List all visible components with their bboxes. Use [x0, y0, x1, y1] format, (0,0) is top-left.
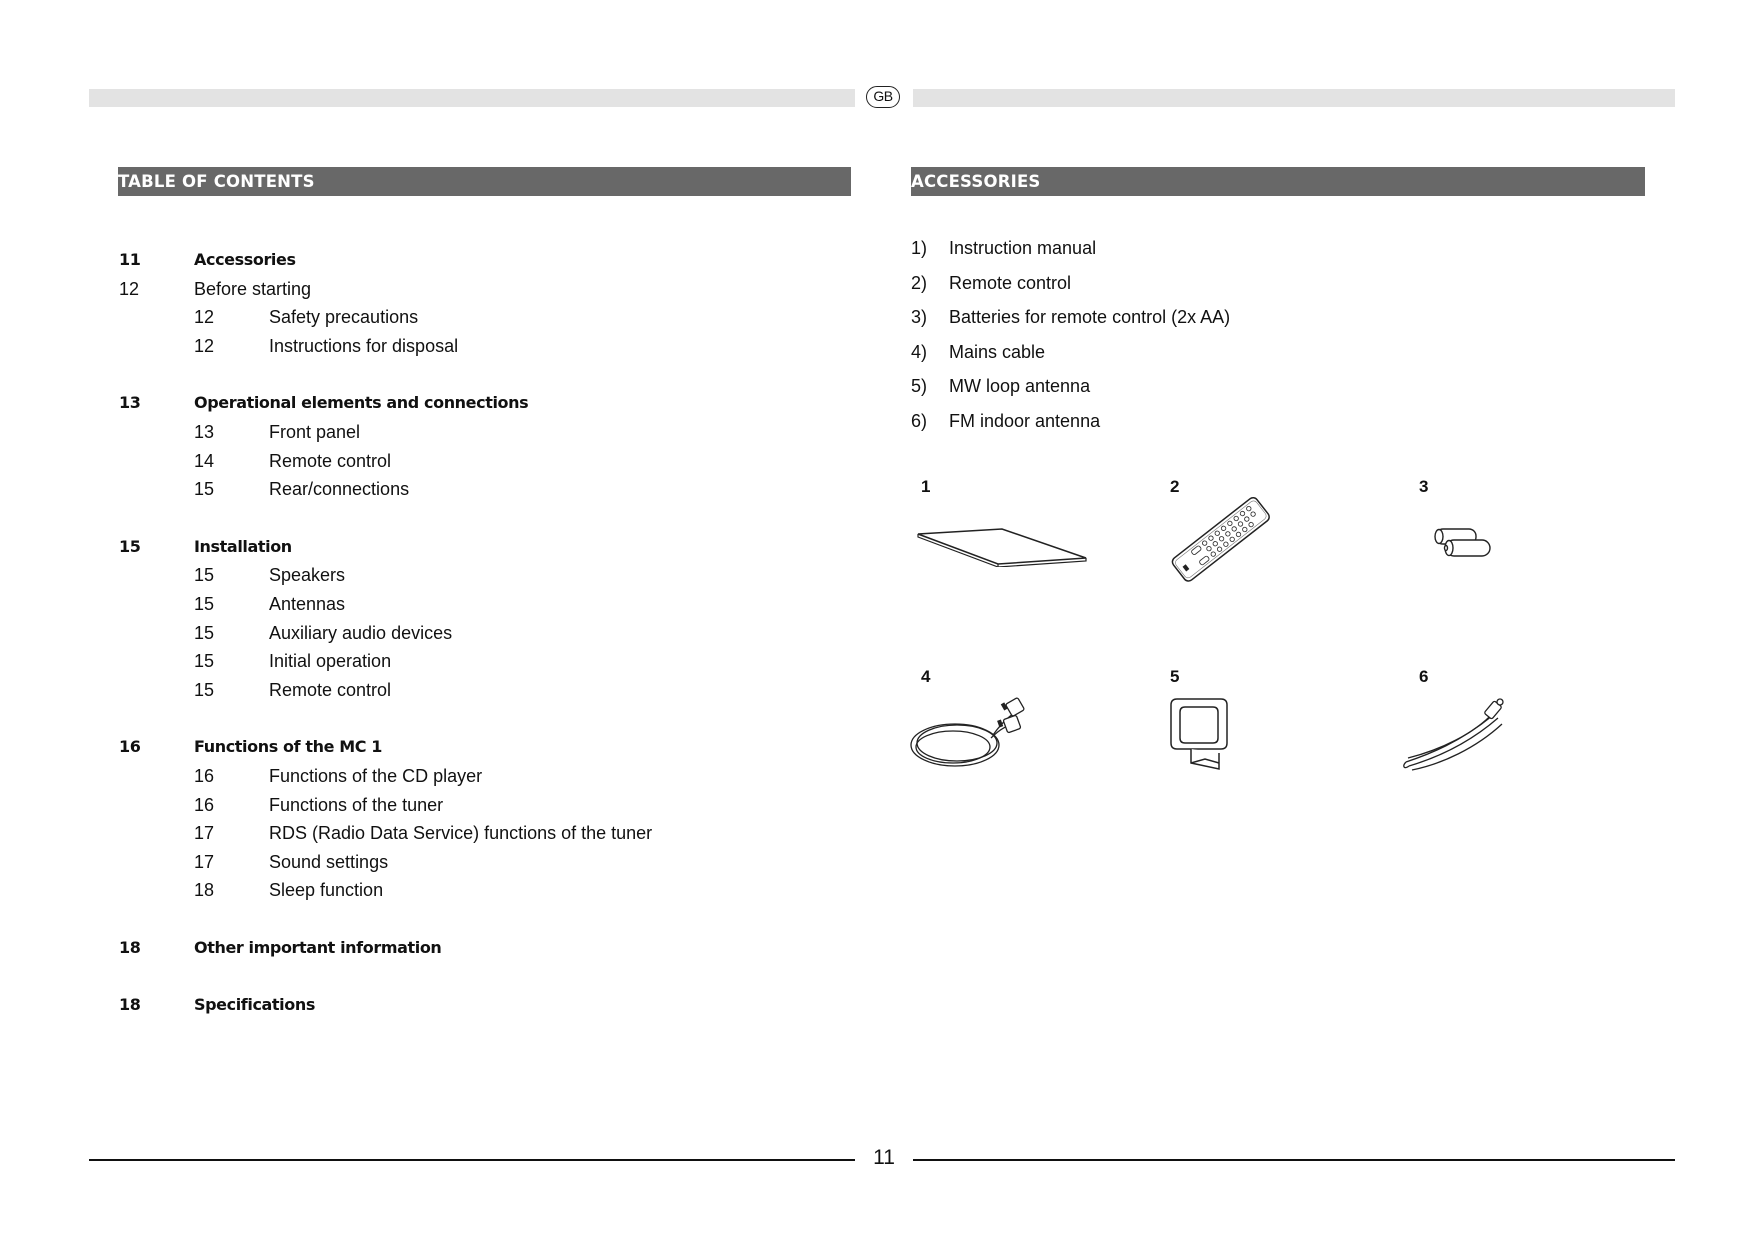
accessory-label: MW loop antenna [949, 376, 1091, 397]
toc-entry-title: Front panel [269, 421, 361, 442]
accessory-label: Instruction manual [949, 238, 1097, 258]
toc-group [119, 248, 839, 362]
toc-page-number: 16 [194, 765, 215, 786]
accessory-label: Batteries for remote control (2x AA) [949, 307, 1231, 328]
toc-entry-title: Accessories [194, 250, 296, 269]
toc-page-number: 18 [119, 995, 141, 1015]
toc-subentry [119, 592, 839, 621]
toc-page-number: 17 [194, 851, 215, 872]
accessories-heading: ACCESSORIES [911, 167, 1645, 196]
accessory-number: 1) [911, 238, 928, 258]
header-bar-left [89, 89, 855, 107]
toc-entry-title: Remote control [269, 450, 392, 471]
toc-entry [119, 535, 839, 564]
toc-entry-title: Rear/connections [269, 479, 410, 500]
toc-page-number: 15 [194, 565, 215, 586]
toc-entry-title: Sleep function [269, 880, 384, 901]
toc-entry [119, 735, 839, 764]
toc-page-number: 13 [119, 393, 141, 413]
mw-loop-antenna-icon [1165, 693, 1235, 775]
toc-entry-title: Before starting [194, 278, 312, 299]
toc-entry [119, 993, 839, 1022]
page-number: 11 [873, 1146, 895, 1169]
accessory-number: 3) [911, 307, 928, 328]
footer-rule-left [89, 1159, 855, 1161]
toc-group [119, 735, 839, 907]
toc-subentry [119, 764, 839, 793]
toc-page-number: 12 [119, 278, 140, 299]
accessory-number: 4) [911, 341, 928, 362]
toc-entry-title: Safety precautions [269, 307, 419, 328]
toc-entry-title: Other important information [194, 937, 442, 957]
toc-subentry [119, 334, 839, 363]
toc-entry [119, 936, 839, 965]
accessory-label: Mains cable [949, 341, 1046, 362]
toc-subentry [119, 420, 839, 449]
toc-group [119, 936, 839, 965]
footer-rule-right [913, 1159, 1675, 1161]
toc-subentry [119, 850, 839, 879]
header-bar-right [913, 89, 1675, 107]
toc-page-number: 12 [194, 335, 215, 356]
toc-entry-title: Functions of the CD player [269, 765, 483, 786]
accessory-label: FM indoor antenna [949, 410, 1101, 431]
toc-entry-title: Auxiliary audio devices [269, 622, 453, 643]
figure-label-1: 1 [921, 477, 931, 496]
toc-page-number: 13 [194, 421, 215, 442]
batteries-icon [1430, 525, 1500, 561]
toc-entry-title: Remote control [269, 679, 392, 700]
toc-subentry [119, 449, 839, 478]
toc-group [119, 993, 839, 1022]
mains-cable-icon [905, 690, 1030, 775]
toc-entry-title: Specifications [194, 995, 315, 1015]
toc-entry-title: Antennas [269, 593, 346, 614]
toc-entry-title: Initial operation [269, 651, 392, 672]
accessory-number: 5) [911, 376, 928, 397]
remote-control-icon [1160, 490, 1280, 590]
figure-label-3: 3 [1419, 477, 1429, 496]
toc-page-number: 18 [119, 937, 141, 957]
toc-entry [119, 391, 839, 420]
language-badge: GB [866, 86, 900, 108]
toc-entry-title: Sound settings [269, 851, 389, 872]
toc-page-number: 17 [194, 823, 215, 844]
toc-entry-title: Installation [194, 536, 292, 556]
toc-group [119, 391, 839, 505]
accessory-label: Remote control [949, 272, 1072, 293]
toc-entry [119, 248, 839, 277]
toc-entry [119, 277, 839, 306]
toc-subentry [119, 563, 839, 592]
fm-indoor-antenna-icon [1400, 692, 1510, 774]
toc-page-number: 16 [119, 737, 141, 757]
table-of-contents [119, 248, 839, 1051]
figure-label-2: 2 [1170, 477, 1180, 496]
toc-page-number: 15 [119, 536, 141, 556]
toc-entry-title: Operational elements and connections [194, 393, 529, 413]
figure-label-6: 6 [1419, 667, 1429, 686]
toc-page-number: 18 [194, 880, 215, 901]
toc-subentry [119, 878, 839, 907]
toc-subentry [119, 621, 839, 650]
toc-entry-title: Functions of the tuner [269, 794, 444, 815]
toc-page-number: 12 [194, 307, 215, 328]
toc-page-number: 15 [194, 479, 215, 500]
toc-entry-title: RDS (Radio Data Service) functions of the tuner [269, 823, 653, 844]
toc-page-number: 11 [119, 250, 141, 269]
toc-page-number: 15 [194, 679, 215, 700]
figure-label-5: 5 [1170, 667, 1180, 686]
toc-page-number: 16 [194, 794, 215, 815]
toc-group [119, 535, 839, 707]
toc-heading: TABLE OF CONTENTS [118, 167, 851, 196]
toc-subentry [119, 678, 839, 707]
toc-page-number: 15 [194, 593, 215, 614]
accessory-number: 2) [911, 272, 928, 293]
toc-subentry [119, 305, 839, 334]
toc-entry-title: Speakers [269, 565, 346, 586]
instruction-manual-icon [912, 525, 1092, 567]
toc-page-number: 14 [194, 450, 215, 471]
toc-subentry [119, 649, 839, 678]
toc-page-number: 15 [194, 651, 215, 672]
figure-label-4: 4 [921, 667, 931, 686]
accessory-number: 6) [911, 410, 928, 431]
toc-subentry [119, 821, 839, 850]
toc-subentry [119, 793, 839, 822]
toc-entry-title: Instructions for disposal [269, 335, 459, 356]
toc-entry-title: Functions of the MC 1 [194, 737, 382, 757]
toc-page-number: 15 [194, 622, 215, 643]
toc-subentry [119, 477, 839, 506]
